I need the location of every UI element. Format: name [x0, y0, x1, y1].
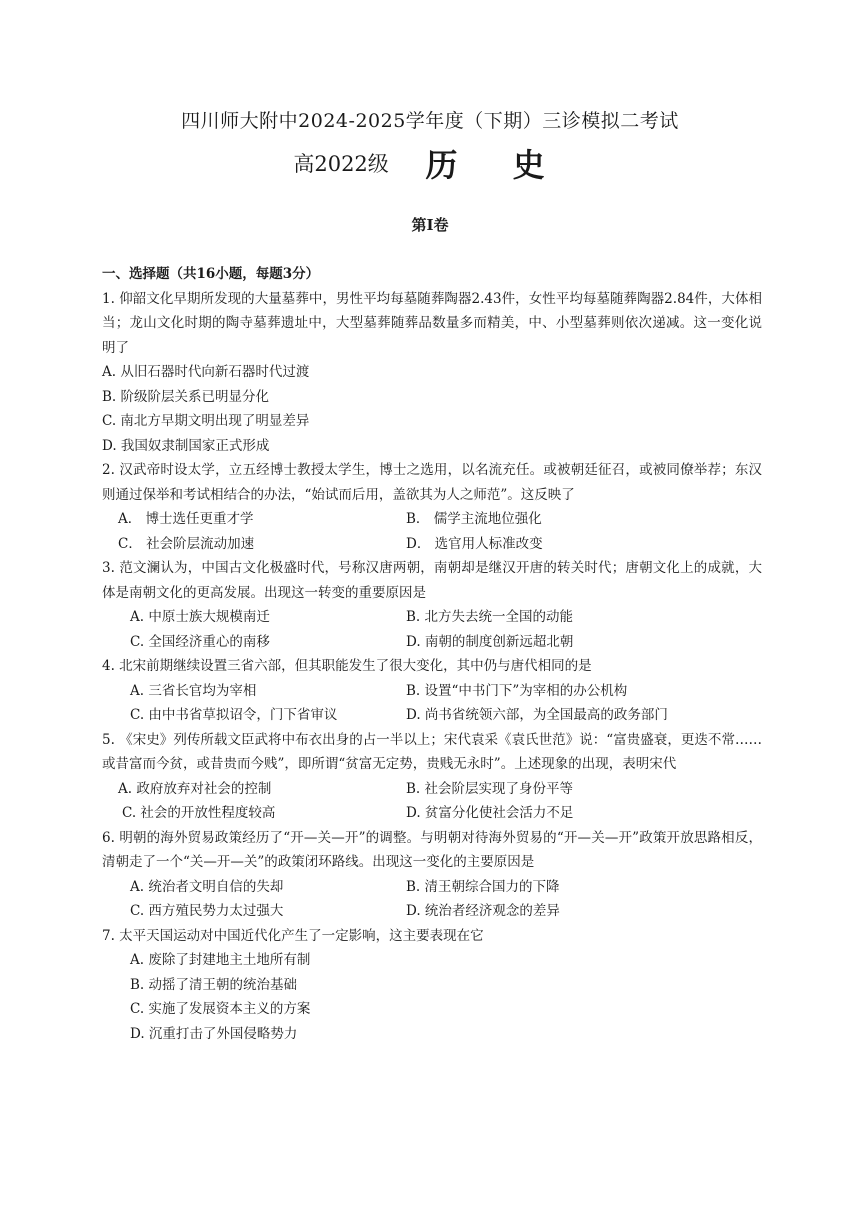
question-options [102, 507, 762, 556]
option-b: B. 社会阶层实现了身份平等 [406, 780, 574, 797]
option-a: A． 博士选任更重才学 [118, 511, 254, 527]
grade-subject-line [0, 140, 860, 186]
option-a: A. 三省长官均为宰相 [130, 682, 257, 699]
question-stem: 7. 太平天国运动对中国近代化产生了一定影响，这主要表现在它 [102, 927, 484, 944]
questions-area [102, 262, 762, 1046]
option-b: B. 阶级阶层关系已明显分化 [102, 388, 270, 405]
volume-label: 第Ⅰ卷 [411, 216, 449, 234]
option-a: A. 政府放弃对社会的控制 [118, 780, 272, 797]
question-stem: 2. 汉武帝时设太学，立五经博士教授太学生，博士之选用，以名流充任。或被朝廷征召，或被同僚举荐；东汉则通过保举和考试相结合的办法，“始试而后用，盖欲其为人之师范”。这反映了 [102, 462, 762, 503]
question-stem: 4. 北宋前期继续设置三省六部，但其职能发生了很大变化，其中仍与唐代相同的是 [102, 658, 592, 674]
question-options [102, 777, 762, 826]
option-c: C. 实施了发展资本主义的方案 [130, 1001, 311, 1017]
option-d: D. 沉重打击了外国侵略势力 [130, 1025, 298, 1042]
option-b: B. 北方失去统一全国的动能 [406, 609, 574, 625]
option-c: C. 全国经济重心的南移 [130, 633, 270, 650]
option-d: D. 尚书省统领六部，为全国最高的政务部门 [406, 707, 668, 723]
option-d: D. 贫富分化使社会活力不足 [406, 805, 574, 821]
option-d: D． 选官用人标准改变 [406, 535, 543, 552]
question-options [102, 679, 762, 728]
option-c: C. 西方殖民势力太过强大 [130, 903, 284, 919]
section-title: 一、选择题（共16小题，每题3分） [102, 266, 320, 282]
option-a: A. 统治者文明自信的失却 [130, 878, 284, 895]
option-a: A. 中原士族大规模南迁 [130, 609, 270, 625]
option-b: B. 设置“中书门下”为宰相的办公机构 [406, 682, 628, 699]
option-c: C. 社会的开放性程度较高 [122, 805, 276, 821]
option-d: D. 统治者经济观念的差异 [406, 903, 560, 919]
question-options [102, 360, 762, 458]
question-stem: 3. 范文澜认为，中国古文化极盛时代，号称汉唐两朝，南朝却是继汉开唐的转关时代；唐朝文化上的成就，大体是南朝文化的更高发展。出现这一转变的重要原因是 [102, 560, 762, 601]
question-stem: 6. 明朝的海外贸易政策经历了“开—关—开”的调整。与明朝对待海外贸易的“开—关—开”政策开放思路相反，清朝走了一个“关—开—关”的政策闭环路线。出现这一变化的主要原因是 [102, 829, 762, 870]
grade-label: 高2022级 [293, 152, 389, 176]
option-c: C. 南北方早期文明出现了明显差异 [102, 413, 310, 429]
question-stem: 1. 仰韶文化早期所发现的大量墓葬中，男性平均每墓随葬陶器2.43件，女性平均每墓随葬陶器2.84件，大体相当；龙山文化时期的陶寺墓葬遗址中，大型墓葬随葬品数量多而精美，中、小型墓葬则依次递减。这一变化说明了 [102, 290, 762, 356]
option-c: C． 社会阶层流动加速 [118, 535, 255, 552]
option-c: C. 由中书省草拟诏令，门下省审议 [130, 707, 338, 723]
exam-title: 四川师大附中2024-2025学年度（下期）三诊模拟二考试 [181, 110, 679, 132]
question-options [102, 605, 762, 654]
question-stem: 5. 《宋史》列传所载文臣武将中布衣出身的占一半以上；宋代袁采《袁氏世范》说：“富贵盛衰，更迭不常……或昔富而今贫，或昔贵而今贱”，即所谓“贫富无定势，贵贱无永时”。上述现象的出现，表明宋代 [102, 731, 762, 772]
question-options [102, 948, 762, 1046]
option-b: B. 清王朝综合国力的下降 [406, 878, 560, 895]
option-b: B. 动摇了清王朝的统治基础 [130, 976, 298, 993]
option-d: D. 我国奴隶制国家正式形成 [102, 437, 270, 454]
question-options [102, 875, 762, 924]
subject-label: 历 史 [425, 146, 567, 184]
option-a: A. 废除了封建地主土地所有制 [130, 952, 311, 968]
option-d: D. 南朝的制度创新远超北朝 [406, 633, 574, 650]
option-b: B． 儒学主流地位强化 [406, 511, 542, 527]
option-a: A. 从旧石器时代向新石器时代过渡 [102, 364, 310, 380]
